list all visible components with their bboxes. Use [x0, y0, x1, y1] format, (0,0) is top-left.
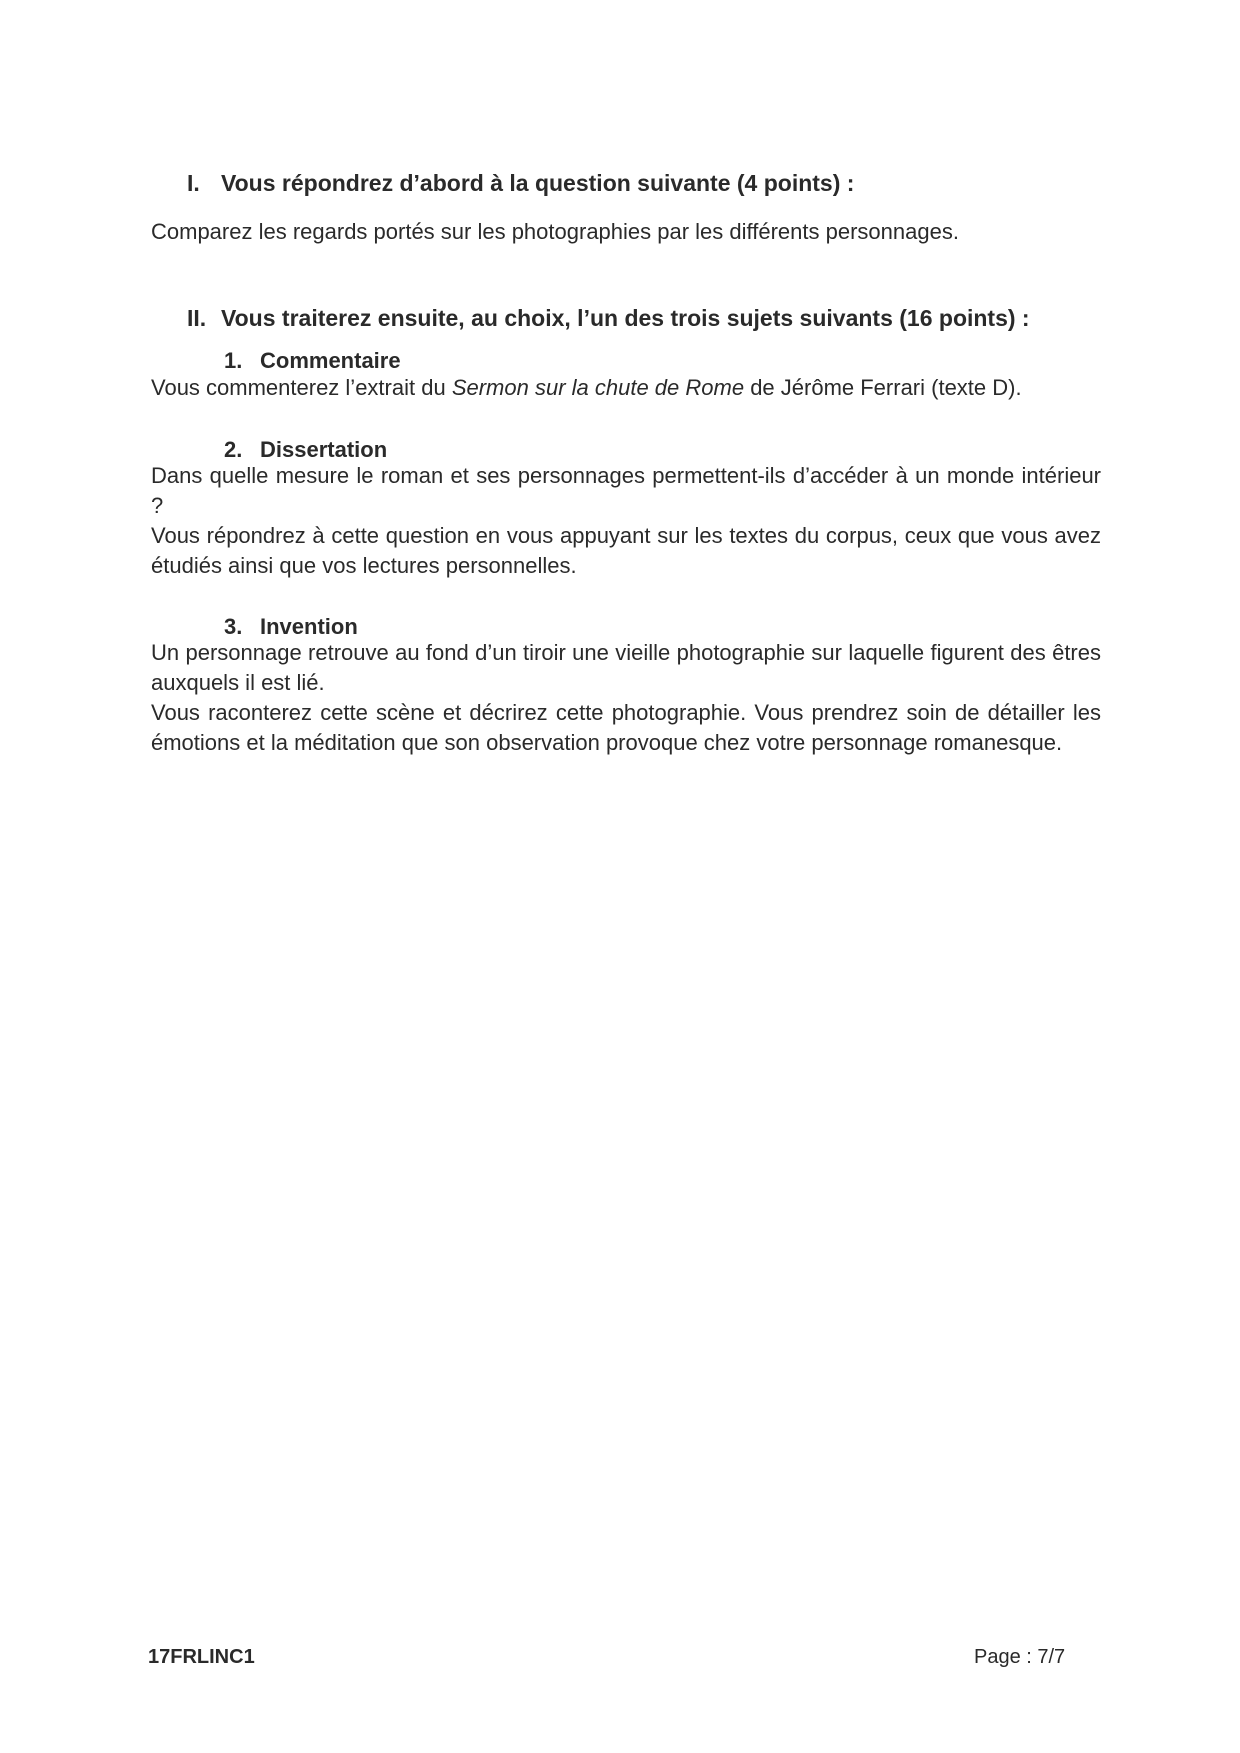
- subject2-number: 2.: [224, 437, 243, 462]
- part1-heading-text: Vous répondrez d’abord à la question suivante (4 points) :: [221, 170, 855, 196]
- subject3-number: 3.: [224, 614, 243, 639]
- page-number: Page : 7/7: [974, 1646, 1066, 1668]
- subject3-paragraph-2: Vous raconterez cette scène et décrirez cette photographie. Vous prendrez soin de détailler les émotions et la méditation que son observation provoque chez votre personnage romanesque.: [151, 700, 1101, 755]
- part2-heading: [187, 305, 1137, 332]
- subject1-book-title: Sermon sur la chute de Rome: [451, 375, 745, 400]
- subject1-text-after: de Jérôme Ferrari (texte D).: [744, 375, 1022, 400]
- subject3-paragraph-1: Un personnage retrouve au fond d’un tiroir une vieille photographie sur laquelle figurent des êtres auxquels il est lié.: [151, 640, 1101, 695]
- subject3-title-text: Invention: [260, 614, 358, 639]
- subject3-title: [224, 614, 358, 640]
- subject2-title: [224, 437, 387, 463]
- part1-question: Comparez les regards portés sur les photographies par les différents personnages.: [151, 219, 959, 244]
- subject2-paragraph-2: Vous répondrez à cette question en vous appuyant sur les textes du corpus, ceux que vous avez étudiés ainsi que vos lectures personnelles.: [151, 523, 1101, 578]
- part1-heading: [187, 170, 1137, 197]
- part2-number: II.: [187, 305, 207, 331]
- part2-heading-text: Vous traiterez ensuite, au choix, l’un des trois sujets suivants (16 points) :: [221, 305, 1030, 331]
- exam-code: 17FRLINC1: [148, 1646, 255, 1668]
- subject2-title-text: Dissertation: [260, 437, 388, 462]
- subject1-title: [224, 348, 401, 374]
- subject1-text: [151, 373, 1101, 403]
- subject1-title-text: Commentaire: [260, 348, 401, 373]
- part1-number: I.: [187, 170, 200, 196]
- subject2-paragraph-1: Dans quelle mesure le roman et ses personnages permettent-ils d’accéder à un monde intérieur ?: [151, 463, 1101, 518]
- subject1-text-before: Vous commenterez l’extrait du: [151, 375, 452, 400]
- subject1-number: 1.: [224, 348, 243, 373]
